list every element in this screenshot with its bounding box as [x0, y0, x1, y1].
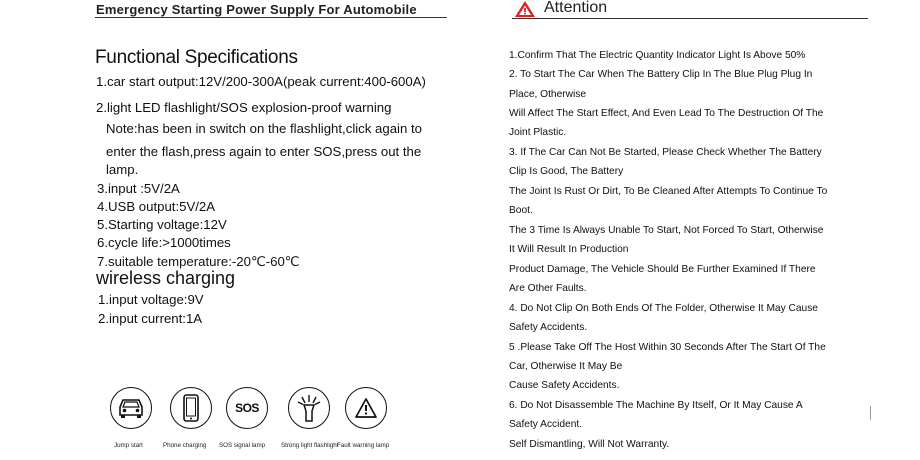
attention-line: Car, Otherwise It May Be	[509, 361, 623, 372]
spec-line: 4.USB output:5V/2A	[97, 199, 216, 214]
spec-line: enter the flash,press again to enter SOS,press out the	[106, 144, 422, 159]
spec-line: lamp.	[106, 162, 139, 177]
feature-label: Strong light flashlight	[281, 442, 339, 449]
attention-line: The 3 Time Is Always Unable To Start, Not Forced To Start, Otherwise	[509, 225, 824, 236]
attention-line: 3. If The Car Can Not Be Started, Please Check Whether The Battery	[509, 147, 822, 158]
edge-mark	[870, 406, 871, 420]
specs-title: Functional Specifications	[95, 47, 298, 68]
feature-label: Jump start	[114, 442, 143, 449]
spec-line: 2.light LED flashlight/SOS explosion-proof warning	[96, 100, 392, 115]
attention-line: Clip Is Good, The Battery	[509, 166, 624, 177]
attention-line: 6. Do Not Disassemble The Machine By Itself, Or It May Cause A	[509, 400, 803, 411]
spec-line: 3.input :5V/2A	[97, 181, 180, 196]
attention-heading: Attention	[544, 0, 608, 16]
attention-line: Will Affect The Start Effect, And Even Lead To The Destruction Of The	[509, 108, 824, 119]
header-divider-left	[95, 17, 447, 18]
attention-line: Product Damage, The Vehicle Should Be Further Examined If There	[509, 264, 816, 275]
wireless-line: 1.input voltage:9V	[98, 292, 204, 307]
spec-line: 6.cycle life:>1000times	[97, 235, 231, 250]
attention-line: 1.Confirm That The Electric Quantity Indicator Light Is Above 50%	[509, 50, 806, 61]
wireless-line: 2.input current:1A	[98, 311, 203, 326]
sos-icon-text: SOS	[235, 401, 259, 415]
attention-line: Joint Plastic.	[509, 127, 567, 138]
phone-icon	[170, 387, 212, 429]
attention-line: Place, Otherwise	[509, 89, 587, 100]
feature-label: Phone charging	[163, 442, 207, 449]
feature-label: SOS signal lamp	[219, 442, 266, 449]
spec-line: 5.Starting voltage:12V	[97, 217, 227, 232]
spec-line: 1.car start output:12V/200-300A(peak current:400-600A)	[96, 74, 426, 89]
attention-line: It Will Result In Production	[509, 244, 629, 255]
attention-line: 2. To Start The Car When The Battery Clip In The Blue Plug Plug In	[509, 69, 813, 80]
product-title: Emergency Starting Power Supply For Automobile	[96, 2, 417, 17]
attention-line: Are Other Faults.	[509, 283, 587, 294]
header-divider-right	[512, 18, 868, 19]
attention-line: Cause Safety Accidents.	[509, 380, 620, 391]
spec-line: 7.suitable temperature:-20℃-60℃	[97, 254, 300, 269]
feature-label: Fault warning lamp	[337, 442, 390, 449]
attention-line: 4. Do Not Clip On Both Ends Of The Folder, Otherwise It May Cause	[509, 303, 818, 314]
warning-triangle-icon	[514, 0, 536, 18]
attention-line: Safety Accidents.	[509, 322, 588, 333]
attention-line: Self Dismantling, Will Not Warranty.	[509, 439, 670, 450]
attention-line: Boot.	[509, 205, 533, 216]
attention-line: Safety Accident.	[509, 419, 583, 430]
car-icon	[110, 387, 152, 429]
warning-icon	[345, 387, 387, 429]
attention-line: 5 .Please Take Off The Host Within 30 Seconds After The Start Of The	[509, 342, 826, 353]
attention-line: The Joint Is Rust Or Dirt, To Be Cleaned After Attempts To Continue To	[509, 186, 828, 197]
sos-icon	[226, 387, 268, 429]
flashlight-icon	[288, 387, 330, 429]
wireless-title: wireless charging	[96, 268, 236, 288]
spec-line: Note:has been in switch on the flashlight,click again to	[106, 121, 422, 136]
